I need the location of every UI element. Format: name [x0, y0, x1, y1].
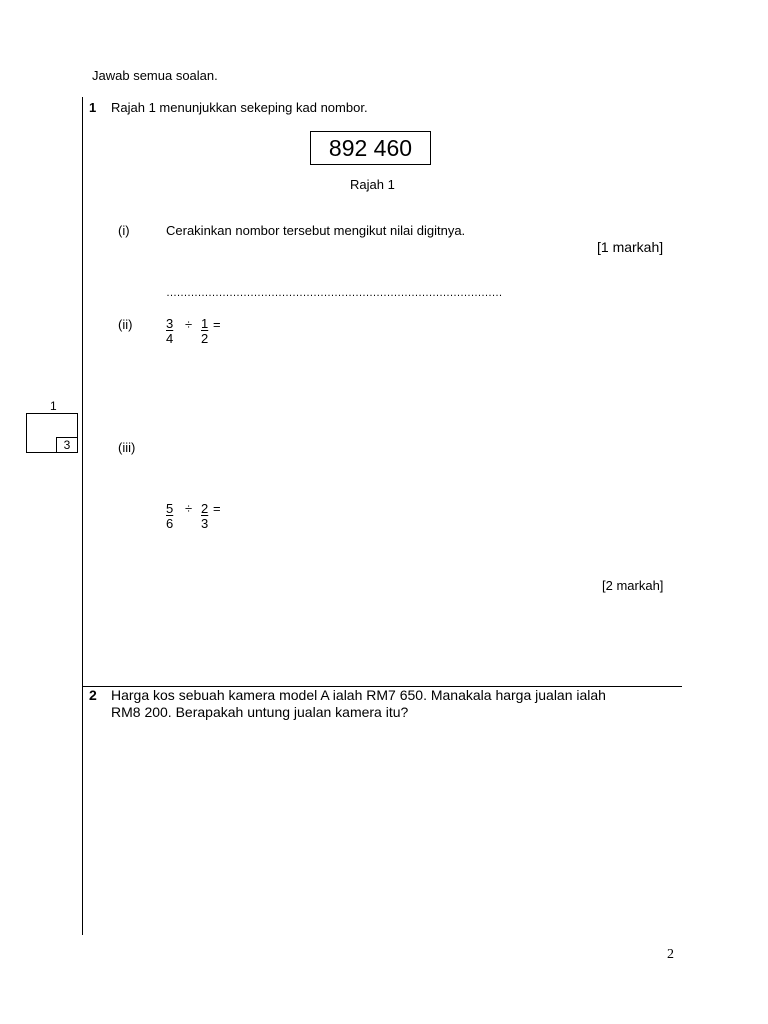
- fraction-numerator: 1: [201, 316, 209, 331]
- question-2-number: 2: [89, 687, 97, 703]
- score-box-max-marks: 3: [56, 437, 78, 453]
- instruction: Jawab semua soalan.: [92, 68, 218, 83]
- part-i-marks: [1 markah]: [597, 239, 664, 255]
- figure-caption: Rajah 1: [350, 177, 395, 192]
- part-i-answer-line[interactable]: ……………………………………………………………………………………: [166, 287, 502, 299]
- score-box: [26, 413, 78, 453]
- question-1-stem: Rajah 1 menunjukkan sekeping kad nombor.: [111, 100, 368, 115]
- question-1-number: 1: [89, 100, 97, 115]
- fraction-denominator: 2: [201, 331, 209, 346]
- fraction-denominator: 3: [201, 516, 209, 531]
- part-iii-fraction-1: [166, 501, 173, 531]
- fraction-numerator: 5: [166, 501, 174, 516]
- fraction-denominator: 6: [166, 516, 174, 531]
- part-ii-label: (ii): [118, 317, 133, 332]
- margin-rule: [82, 97, 83, 935]
- part-iii-fraction-2: [201, 501, 208, 531]
- question-2-line-2: RM8 200. Berapakah untung jualan kamera itu?: [111, 704, 409, 720]
- fraction-denominator: 4: [166, 331, 174, 346]
- question-2-line-1: Harga kos sebuah kamera model A ialah RM7 650. Manakala harga jualan ialah: [111, 687, 606, 703]
- number-card: 892 460: [310, 131, 431, 165]
- equals-sign: =: [213, 501, 221, 516]
- part-i-label: (i): [118, 223, 130, 238]
- part-iii-label: (iii): [118, 440, 136, 455]
- part-iii-marks: [2 markah]: [602, 578, 664, 593]
- fraction-numerator: 2: [201, 501, 209, 516]
- divide-operator: ÷: [185, 501, 193, 516]
- divide-operator: ÷: [185, 317, 193, 332]
- part-ii-fraction-1: [166, 316, 173, 346]
- page-number: 2: [667, 947, 674, 962]
- score-box-question-number: 1: [50, 399, 57, 413]
- part-ii-fraction-2: [201, 316, 208, 346]
- part-i-text: Cerakinkan nombor tersebut mengikut nilai digitnya.: [166, 223, 466, 238]
- equals-sign: =: [213, 317, 221, 332]
- fraction-numerator: 3: [166, 316, 174, 331]
